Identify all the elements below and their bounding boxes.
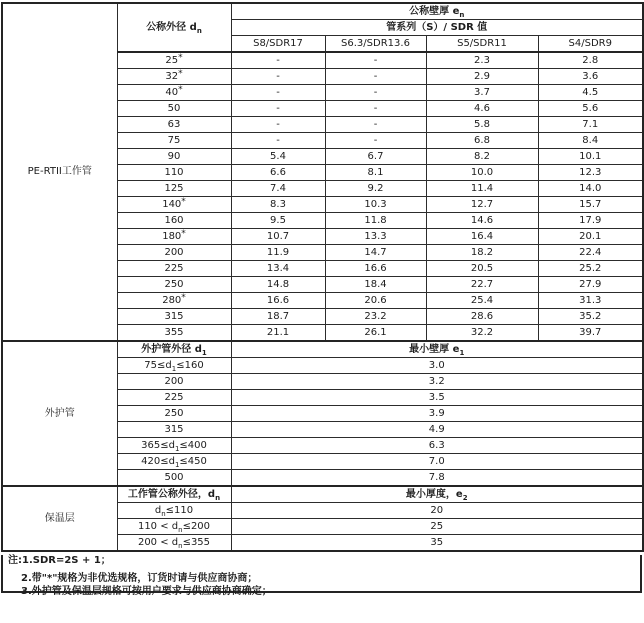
insulation-header-row xyxy=(2,486,643,503)
thickness-cell: 11.8 xyxy=(325,213,426,229)
col-header-s6p3-sdr13p6: S6.3/SDR13.6 xyxy=(325,36,426,53)
min-wall-cell: 3.5 xyxy=(231,390,643,406)
col-header-min-thickness: 最小厚度，$e_2$ xyxy=(231,486,643,503)
dn-cell: 250 xyxy=(117,277,231,293)
section-label-insulation: 保温层 xyxy=(2,486,117,551)
thickness-cell: 12.7 xyxy=(426,197,538,213)
dn-cell: 355 xyxy=(117,325,231,342)
note-line-2: 2.带"*"规格为非优选规格，订货时请与供应商协商； xyxy=(21,573,258,584)
thickness-cell: 16.6 xyxy=(231,293,325,309)
thickness-cell: 2.3 xyxy=(426,52,538,69)
thickness-cell: 20.1 xyxy=(538,229,643,245)
thickness-cell: 10.1 xyxy=(538,149,643,165)
thickness-cell: - xyxy=(325,85,426,101)
thickness-cell: - xyxy=(325,117,426,133)
thickness-cell: 20.6 xyxy=(325,293,426,309)
col-header-nominal-od: 公称外径 $d_n$ xyxy=(117,3,231,52)
section-insulation xyxy=(2,486,643,551)
dn-cell: 180* xyxy=(117,229,231,245)
spec-sheet-page xyxy=(0,2,643,623)
casing-size-cell: 500 xyxy=(117,470,231,487)
thickness-cell: 35.2 xyxy=(538,309,643,325)
col-header-pipe-series-sdr: 管系列（S）/ SDR 值 xyxy=(231,20,643,36)
thickness-cell: 39.7 xyxy=(538,325,643,342)
casing-size-cell: $365\le d_1\le 400$ xyxy=(117,438,231,454)
thickness-cell: 8.4 xyxy=(538,133,643,149)
casing-size-cell: 315 xyxy=(117,422,231,438)
thickness-cell: - xyxy=(231,52,325,69)
thickness-cell: - xyxy=(325,52,426,69)
thickness-cell: 7.4 xyxy=(231,181,325,197)
thickness-cell: 27.9 xyxy=(538,277,643,293)
thickness-cell: 28.6 xyxy=(426,309,538,325)
od-range-cell: $200 < d_n\le 355$ xyxy=(117,535,231,552)
thickness-cell: 4.6 xyxy=(426,101,538,117)
casing-size-cell: $75\le d_1\le 160$ xyxy=(117,358,231,374)
thickness-cell: 5.6 xyxy=(538,101,643,117)
thickness-cell: - xyxy=(231,101,325,117)
od-range-cell: $d_n\le 110$ xyxy=(117,503,231,519)
casing-size-cell: 200 xyxy=(117,374,231,390)
thickness-cell: 10.0 xyxy=(426,165,538,181)
note-line-partial: 3.外护管及保温层规格可按用户要求与供应商协商确定； xyxy=(21,586,272,597)
min-thickness-cell: 20 xyxy=(231,503,643,519)
thickness-cell: 16.4 xyxy=(426,229,538,245)
min-wall-cell: 3.2 xyxy=(231,374,643,390)
min-wall-cell: 4.9 xyxy=(231,422,643,438)
page xyxy=(0,2,643,623)
col-header-s8-sdr17: S8/SDR17 xyxy=(231,36,325,53)
outer-casing-header-row xyxy=(2,341,643,358)
thickness-cell: 5.8 xyxy=(426,117,538,133)
dn-cell: 315 xyxy=(117,309,231,325)
thickness-cell: 11.9 xyxy=(231,245,325,261)
col-header-casing-od: 外护管外径 $d_1$ xyxy=(117,341,231,358)
dn-cell: 160 xyxy=(117,213,231,229)
col-header-nominal-wall-thickness: 公称壁厚 $e_n$ xyxy=(231,3,643,20)
dn-cell: 280* xyxy=(117,293,231,309)
dn-cell: 63 xyxy=(117,117,231,133)
thickness-cell: 14.6 xyxy=(426,213,538,229)
thickness-cell: 2.8 xyxy=(538,52,643,69)
dn-cell: 110 xyxy=(117,165,231,181)
thickness-cell: - xyxy=(325,69,426,85)
col-header-min-wall-thickness: 最小壁厚 $e_1$ xyxy=(231,341,643,358)
col-header-work-pipe-od: 工作管公称外径，$d_n$ xyxy=(117,486,231,503)
thickness-cell: 6.6 xyxy=(231,165,325,181)
thickness-cell: 9.5 xyxy=(231,213,325,229)
thickness-cell: 26.1 xyxy=(325,325,426,342)
thickness-cell: 6.7 xyxy=(325,149,426,165)
thickness-cell: 3.6 xyxy=(538,69,643,85)
note-line-1: 注:1.SDR=2S + 1； xyxy=(8,555,111,566)
thickness-cell: - xyxy=(231,85,325,101)
thickness-cell: 8.1 xyxy=(325,165,426,181)
thickness-cell: 14.7 xyxy=(325,245,426,261)
thickness-cell: 4.5 xyxy=(538,85,643,101)
thickness-cell: 10.7 xyxy=(231,229,325,245)
thickness-cell: 13.3 xyxy=(325,229,426,245)
thickness-cell: 20.5 xyxy=(426,261,538,277)
dn-cell: 140* xyxy=(117,197,231,213)
thickness-cell: 16.6 xyxy=(325,261,426,277)
thickness-cell: 18.2 xyxy=(426,245,538,261)
casing-size-cell: 225 xyxy=(117,390,231,406)
thickness-cell: 21.1 xyxy=(231,325,325,342)
min-wall-cell: 7.0 xyxy=(231,454,643,470)
thickness-cell: 9.2 xyxy=(325,181,426,197)
section-label-outer-casing: 外护管 xyxy=(2,341,117,486)
thickness-cell: 2.9 xyxy=(426,69,538,85)
notes-box xyxy=(1,555,642,597)
thickness-cell: 15.7 xyxy=(538,197,643,213)
thickness-cell: 14.0 xyxy=(538,181,643,197)
casing-size-cell: $420\le d_1\le 450$ xyxy=(117,454,231,470)
thickness-cell: 17.9 xyxy=(538,213,643,229)
header-row-1 xyxy=(2,3,643,20)
thickness-cell: 13.4 xyxy=(231,261,325,277)
dn-cell: 225 xyxy=(117,261,231,277)
min-wall-cell: 6.3 xyxy=(231,438,643,454)
dn-cell: 50 xyxy=(117,101,231,117)
section-label-work-pipe: PE-RTII工作管 xyxy=(2,3,117,341)
col-header-s5-sdr11: S5/SDR11 xyxy=(426,36,538,53)
min-wall-cell: 3.0 xyxy=(231,358,643,374)
thickness-cell: - xyxy=(231,69,325,85)
thickness-cell: 10.3 xyxy=(325,197,426,213)
dn-cell: 125 xyxy=(117,181,231,197)
thickness-cell: 12.3 xyxy=(538,165,643,181)
min-wall-cell: 3.9 xyxy=(231,406,643,422)
thickness-cell: 11.4 xyxy=(426,181,538,197)
dn-cell: 75 xyxy=(117,133,231,149)
thickness-cell: 23.2 xyxy=(325,309,426,325)
thickness-cell: 18.7 xyxy=(231,309,325,325)
od-range-cell: $110 < d_n\le 200$ xyxy=(117,519,231,535)
section-work-pipe xyxy=(2,3,643,341)
thickness-cell: 7.1 xyxy=(538,117,643,133)
thickness-cell: - xyxy=(231,117,325,133)
dn-cell: 25* xyxy=(117,52,231,69)
min-thickness-cell: 35 xyxy=(231,535,643,552)
thickness-cell: 18.4 xyxy=(325,277,426,293)
pipe-spec-table xyxy=(1,2,644,552)
thickness-cell: 25.4 xyxy=(426,293,538,309)
col-header-s4-sdr9: S4/SDR9 xyxy=(538,36,643,53)
thickness-cell: 14.8 xyxy=(231,277,325,293)
thickness-cell: 6.8 xyxy=(426,133,538,149)
thickness-cell: 3.7 xyxy=(426,85,538,101)
dn-cell: 40* xyxy=(117,85,231,101)
thickness-cell: - xyxy=(325,133,426,149)
thickness-cell: - xyxy=(325,101,426,117)
dn-cell: 200 xyxy=(117,245,231,261)
thickness-cell: 22.4 xyxy=(538,245,643,261)
thickness-cell: 8.2 xyxy=(426,149,538,165)
min-thickness-cell: 25 xyxy=(231,519,643,535)
thickness-cell: 22.7 xyxy=(426,277,538,293)
thickness-cell: 31.3 xyxy=(538,293,643,309)
thickness-cell: 25.2 xyxy=(538,261,643,277)
section-outer-casing xyxy=(2,341,643,486)
thickness-cell: - xyxy=(231,133,325,149)
thickness-cell: 5.4 xyxy=(231,149,325,165)
thickness-cell: 32.2 xyxy=(426,325,538,342)
thickness-cell: 8.3 xyxy=(231,197,325,213)
dn-cell: 32* xyxy=(117,69,231,85)
casing-size-cell: 250 xyxy=(117,406,231,422)
dn-cell: 90 xyxy=(117,149,231,165)
min-wall-cell: 7.8 xyxy=(231,470,643,487)
